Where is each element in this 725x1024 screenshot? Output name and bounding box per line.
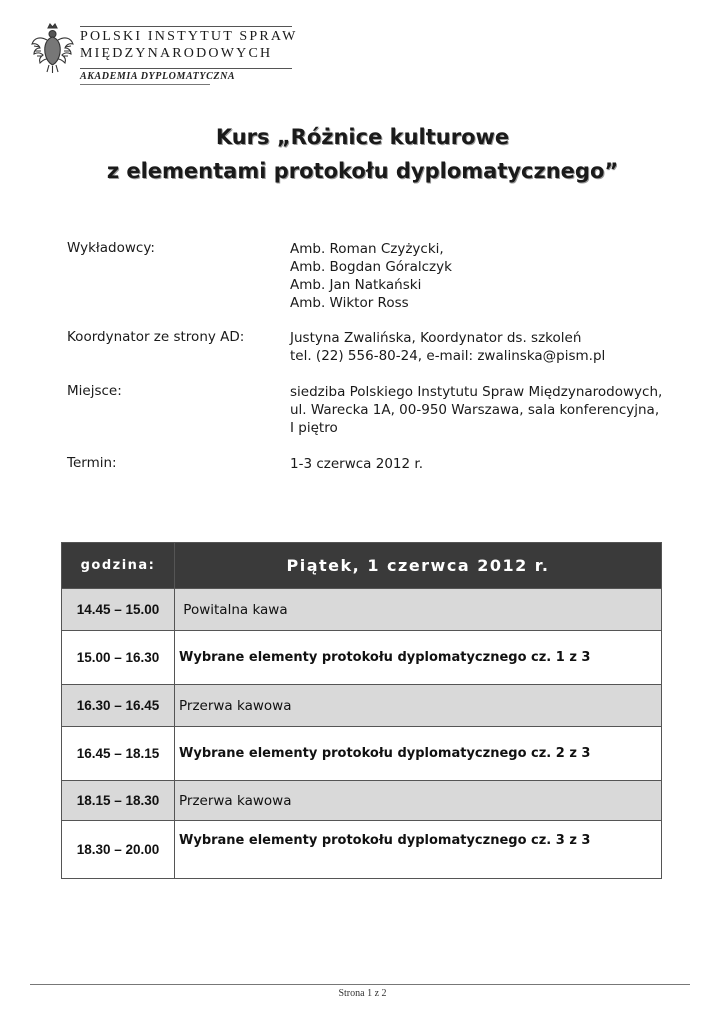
polish-eagle-logo-icon bbox=[30, 22, 75, 74]
schedule-table bbox=[61, 542, 662, 879]
session-description: Powitalna kawa bbox=[175, 589, 662, 631]
lecturers-label: Wykładowcy: bbox=[67, 240, 155, 256]
table-row bbox=[62, 631, 662, 685]
session-description: Wybrane elementy protokołu dyplomatycznego cz. 1 z 3 bbox=[175, 631, 662, 685]
session-description: Wybrane elementy protokołu dyplomatycznego cz. 2 z 3 bbox=[175, 727, 662, 781]
lecturer-name: Amb. Bogdan Góralczyk bbox=[290, 259, 452, 275]
day-column-header: Piątek, 1 czerwca 2012 r. bbox=[175, 543, 662, 589]
table-row bbox=[62, 727, 662, 781]
session-description: Przerwa kawowa bbox=[175, 781, 662, 821]
course-title-line2: z elementami protokołu dyplomatycznego” bbox=[106, 159, 619, 183]
course-title-line1: Kurs „Różnice kulturowe bbox=[215, 125, 510, 149]
session-time: 18.15 – 18.30 bbox=[62, 781, 175, 821]
schedule-header-row bbox=[62, 543, 662, 589]
session-description: Wybrane elementy protokołu dyplomatycznego cz. 3 z 3 bbox=[175, 821, 662, 879]
academy-name: AKADEMIA DYPLOMATYCZNA bbox=[80, 71, 236, 82]
table-row bbox=[62, 589, 662, 631]
place-details bbox=[290, 383, 662, 437]
lecturer-name: Amb. Roman Czyżycki, bbox=[290, 241, 444, 257]
place-label: Miejsce: bbox=[67, 383, 122, 399]
table-row bbox=[62, 685, 662, 727]
coordinator-contact[interactable]: tel. (22) 556-80-24, e-mail: zwalinska@pism.pl bbox=[290, 348, 606, 364]
date-value: 1-3 czerwca 2012 r. bbox=[290, 456, 423, 472]
footer-rule bbox=[30, 984, 690, 985]
place-line: siedziba Polskiego Instytutu Spraw Międzynarodowych, bbox=[290, 384, 663, 400]
lecturers-list bbox=[290, 240, 452, 312]
session-time: 16.45 – 18.15 bbox=[62, 727, 175, 781]
coordinator-name: Justyna Zwalińska, Koordynator ds. szkoleń bbox=[290, 330, 582, 346]
session-time: 16.30 – 16.45 bbox=[62, 685, 175, 727]
lecturer-name: Amb. Wiktor Ross bbox=[290, 295, 409, 311]
session-description: Przerwa kawowa bbox=[175, 685, 662, 727]
session-time: 18.30 – 20.00 bbox=[62, 821, 175, 879]
date-label: Termin: bbox=[67, 455, 117, 471]
coordinator-label: Koordynator ze strony AD: bbox=[67, 329, 245, 345]
place-line: I piętro bbox=[290, 420, 338, 436]
lecturer-name: Amb. Jan Natkański bbox=[290, 277, 422, 293]
institute-name-line1: POLSKI INSTYTUT SPRAW bbox=[80, 29, 298, 44]
table-row bbox=[62, 781, 662, 821]
place-line: ul. Warecka 1A, 00-950 Warszawa, sala konferencyjna, bbox=[290, 402, 660, 418]
session-time: 14.45 – 15.00 bbox=[62, 589, 175, 631]
page-number: Strona 1 z 2 bbox=[338, 988, 387, 999]
session-time: 15.00 – 16.30 bbox=[62, 631, 175, 685]
header-rule-middle bbox=[80, 68, 292, 69]
table-row bbox=[62, 821, 662, 879]
institute-name-line2: MIĘDZYNARODOWYCH bbox=[80, 46, 273, 61]
coordinator-details bbox=[290, 329, 605, 365]
time-column-header: godzina: bbox=[62, 543, 175, 589]
header-rule-bottom bbox=[80, 84, 210, 85]
header-rule-top bbox=[80, 26, 292, 27]
